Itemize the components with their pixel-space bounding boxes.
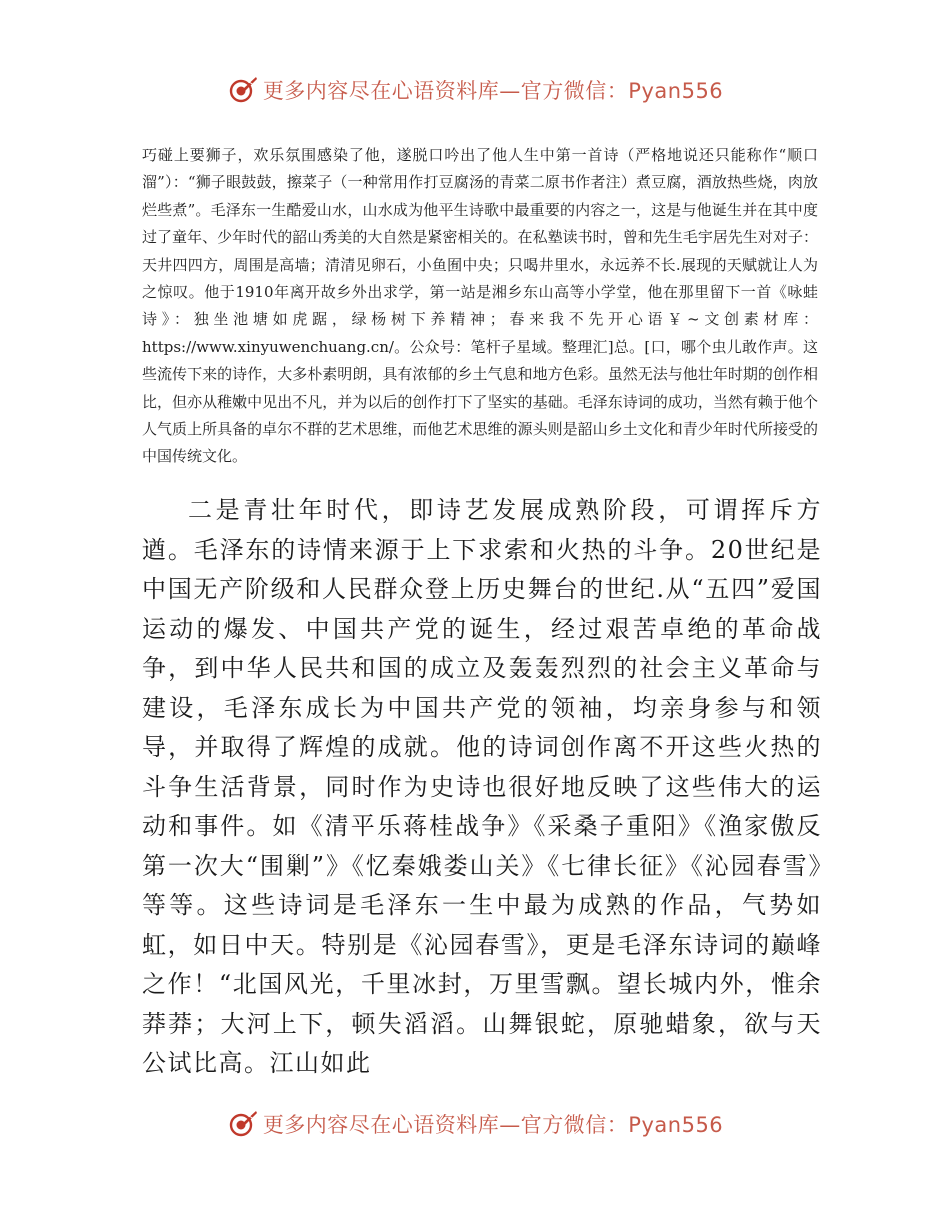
quill-logo-icon (227, 1108, 259, 1140)
body-paragraph-large: 二是青壮年时代，即诗艺发展成熟阶段，可谓挥斥方遒。毛泽东的诗情来源于上下求索和火热的斗争。20世纪是中国无产阶级和人民群众登上历史舞台的世纪.从“五四”爱国运动的爆发、中国共产党的诞生，经过艰苦卓绝的革命战争，到中华人民共和国的成立及轰轰烈烈的社会主义革命与建设，毛泽东成长为中国共产党的领袖，均亲身参与和领导，并取得了辉煌的成就。他的诗词创作离不开这些火热的斗争生活背景，同时作为史诗也很好地反映了这些伟大的运动和事件。如《清平乐蒋桂战争》《采桑子重阳》《渔家傲反第一次大“围剿”》《忆秦娥娄山关》《七律长征》《沁园春雪》等等。这些诗词是毛泽东一生中最为成熟的作品，气势如虹，如日中天。特别是《沁园春雪》，更是毛泽东诗词的巅峰之作！“北国风光，千里冰封，万里雪飘。望长城内外，惟余莽莽；大河上下，顿失滔滔。山舞银蛇，原驰蜡象，欲与天公试比高。江山如此 (142, 496, 822, 1077)
body-paragraph-small: 巧碰上要狮子，欢乐氛围感染了他，遂脱口吟出了他人生中第一首诗（严格地说还只能称作“顺口溜”）：“狮子眼鼓鼓，擦菜子（一种常用作打豆腐汤的青菜二原书作者注）煮豆腐，酒放热些烧，肉放烂些煮”。毛泽东一生酷爱山水，山水成为他平生诗歌中最重要的内容之一，这是与他诞生并在其中度过了童年、少年时代的韶山秀美的大自然是紧密相关的。在私塾读书时，曾和先生毛宇居先生对对子：天井四四方，周围是高墙；清清见卵石，小鱼囿中央；只喝井里水，永远养不长.展现的天赋就让人为之惊叹。他于1910年离开故乡外出求学，第一站是湘乡东山高等小学堂，他在那里留下一首《咏蛙诗》：独坐池塘如虎踞，绿杨树下养精神；春来我不先开心语￥~文创素材库：https://www.xinyuwenchuang.cn/。公众号：笔杆子星域。整理汇]总。[口，哪个虫儿敢作声。这些流传下来的诗作，大多朴素明朗，具有浓郁的乡土气息和地方色彩。虽然无法与他壮年时期的创作相比，但亦从稚嫩中见出不凡，并为以后的创作打下了坚实的基础。毛泽东诗词的成功，当然有赖于他个人气质上所具备的卓尔不群的艺术思维，而他艺术思维的源头则是韶山乡土文化和青少年时代所接受的中国传统文化。 (142, 146, 818, 466)
quill-logo-icon (227, 74, 259, 106)
banner-text: 更多内容尽在心语资料库—官方微信：Pyan556 (262, 79, 724, 103)
banner-text: 更多内容尽在心语资料库—官方微信：Pyan556 (262, 1113, 724, 1137)
header-banner (0, 70, 950, 110)
footer-banner (0, 1104, 950, 1144)
